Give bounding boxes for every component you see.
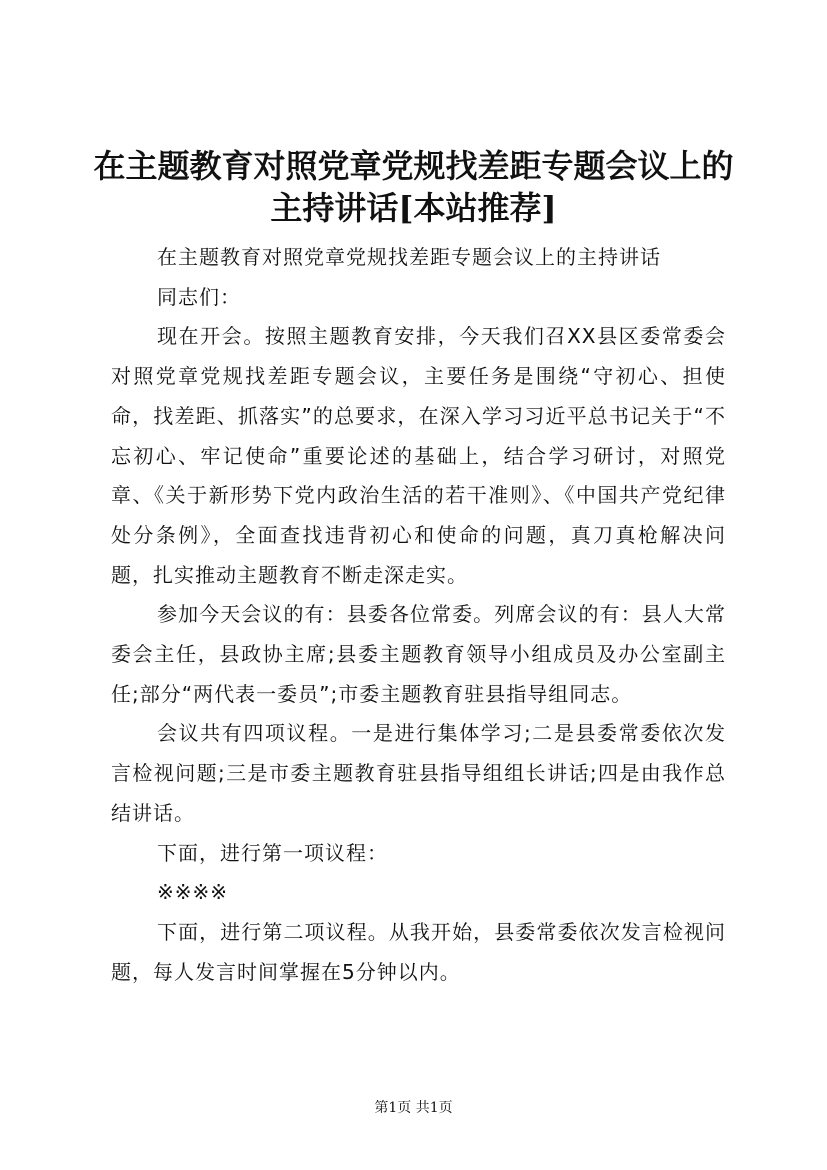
document-title [60,145,767,229]
salutation-paragraph: 同志们： [157,284,241,309]
title-line-2: 主持讲话[本站推荐] [270,189,557,227]
attendees-paragraph: 参加今天会议的有：县委各位常委。列席会议的有：县人大常委会主任，县政协主席;县委主题教育领导小组成员及办公室副主任;部分“两代表一委员”;市委主题教育驻县指导组同志。 [111,602,726,706]
first-item-paragraph: 下面，进行第一项议程： [157,840,388,865]
second-item-paragraph: 下面，进行第二项议程。从我开始，县委常委依次发言检视问题，每人发言时间掌握在5分钟以内。 [111,919,726,984]
subtitle-paragraph: 在主题教育对照党章党规找差距专题会议上的主持讲话 [157,245,661,269]
page-footer: 第1页 共1页 [374,1100,453,1116]
opening-paragraph: 现在开会。按照主题教育安排，今天我们召XX县区委常委会对照党章党规找差距专题会议，主要任务是围绕“守初心、担使命，找差距、抓落实”的总要求，在深入学习习近平总书记关于“不忘初心、牢记使命”重要论述的基础上，结合学习研讨，对照党章、《关于新形势下党内政治生活的若干准则》、《中国共产党纪律处分条例》，全面查找违背初心和使命的问题，真刀真枪解决问题，扎实推动主题教育不断走深走实。 [111,324,726,587]
separator-paragraph: ※※※※ [157,880,229,905]
agenda-paragraph: 会议共有四项议程。一是进行集体学习;二是县委常委依次发言检视问题;三是市委主题教育驻县指导组组长讲话;四是由我作总结讲话。 [111,721,726,825]
document-body [111,238,726,992]
title-line-1: 在主题教育对照党章党规找差距专题会议上的 [93,147,734,185]
